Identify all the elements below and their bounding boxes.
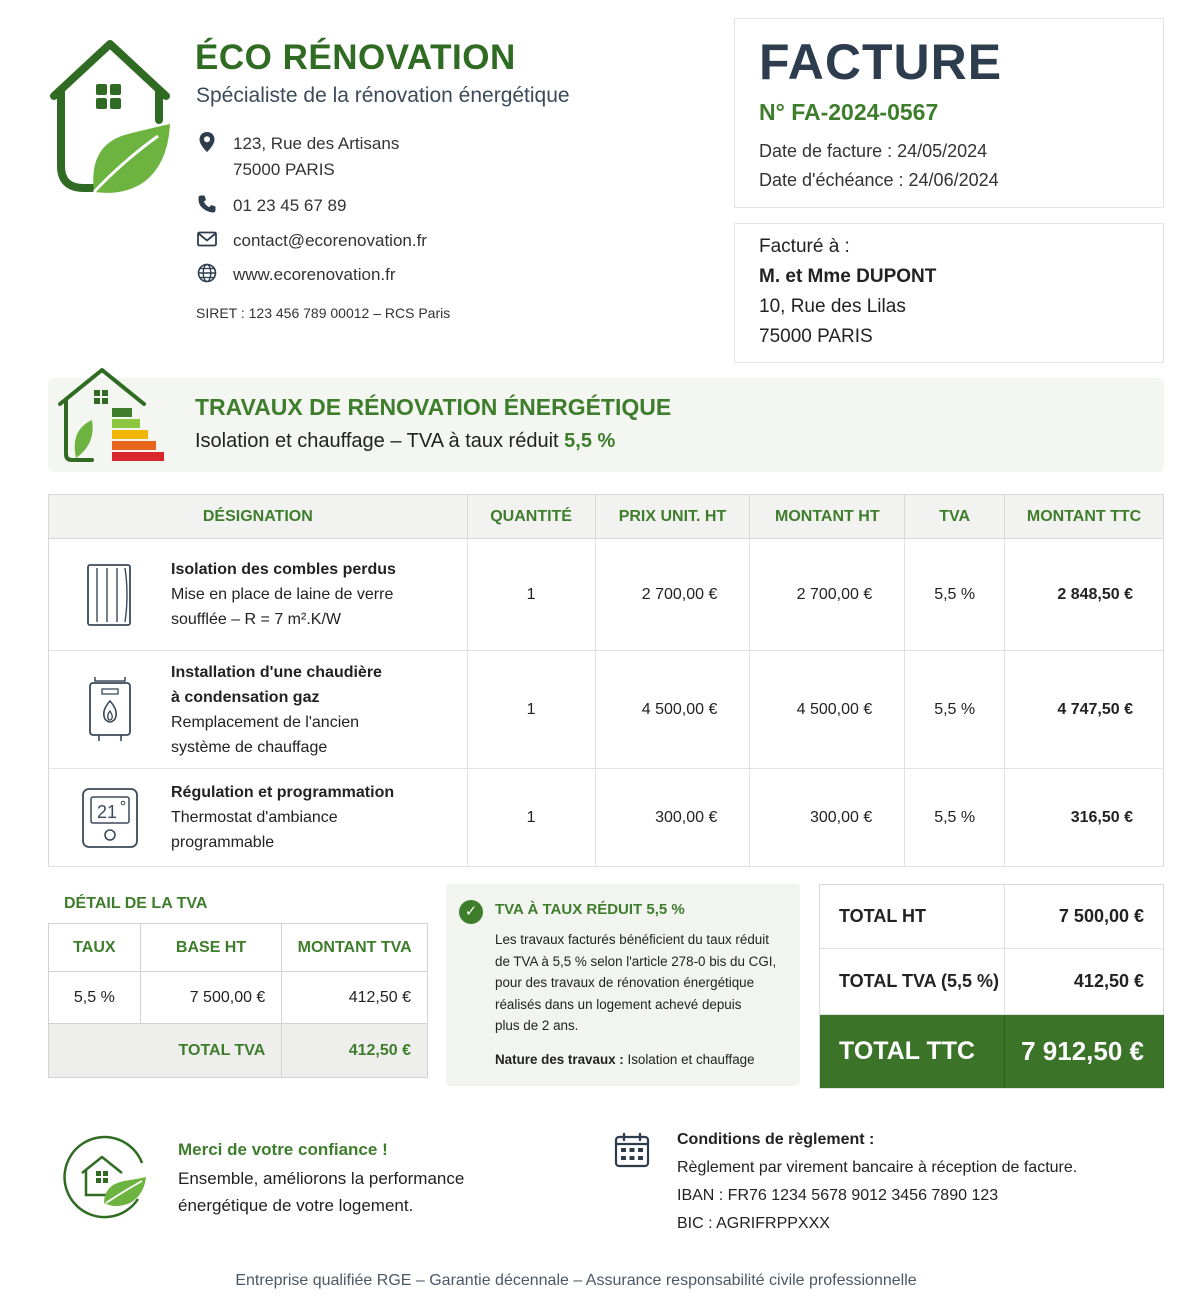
company-email-row — [196, 228, 427, 254]
item-desc-line-1: Mise en place de laine de verre — [171, 586, 394, 603]
header-designation: DÉSIGNATION — [49, 495, 468, 539]
designation-cell — [49, 769, 468, 867]
header-amount-ttc: MONTANT TTC — [1005, 495, 1164, 539]
banner-title: TRAVAUX DE RÉNOVATION ÉNERGÉTIQUE — [195, 394, 672, 420]
company-phone: 01 23 45 67 89 — [233, 196, 347, 215]
item-desc-line-2: soufflée – R = 7 m².K/W — [171, 611, 341, 628]
table-row — [49, 651, 1164, 769]
address-line-1: 123, Rue des Artisans — [233, 134, 400, 153]
payment-title: Conditions de règlement : — [677, 1131, 875, 1148]
company-siret: SIRET : 123 456 789 00012 – RCS Paris — [196, 305, 451, 321]
tva-total-value: 412,50 € — [282, 1024, 428, 1078]
quantity-cell: 1 — [467, 651, 595, 769]
amount-ht-cell: 4 500,00 € — [750, 651, 905, 769]
company-logo-icon — [44, 36, 176, 198]
invoice-number: N° FA-2024-0567 — [759, 99, 939, 125]
phone-icon — [196, 193, 218, 215]
info-title: TVA À TAUX RÉDUIT 5,5 % — [495, 901, 685, 918]
company-website[interactable]: www.ecorenovation.fr — [233, 265, 396, 284]
tva-header-base: BASE HT — [140, 924, 282, 972]
total-ht-row — [820, 885, 1164, 949]
reduced-rate-info-box — [446, 884, 800, 1086]
unit-price-cell: 2 700,00 € — [595, 539, 750, 651]
billed-to-label: Facturé à : — [759, 236, 850, 257]
eco-house-circle-icon — [58, 1133, 152, 1221]
total-ht-label: TOTAL HT — [820, 885, 1005, 949]
address-line-2: 75000 PARIS — [233, 160, 335, 179]
total-ttc-row — [820, 1015, 1164, 1089]
table-row — [49, 769, 1164, 867]
items-header-row — [49, 495, 1164, 539]
unit-price-cell: 300,00 € — [595, 769, 750, 867]
info-nature-value: Isolation et chauffage — [623, 1052, 755, 1067]
tva-header-row — [49, 924, 428, 972]
info-line: pour des travaux de rénovation énergétique — [495, 975, 755, 991]
payment-bic: BIC : AGRIFRPPXXX — [677, 1215, 830, 1232]
amount-ht-cell: 2 700,00 € — [750, 539, 905, 651]
check-circle-icon: ✓ — [459, 900, 483, 924]
footer-note: Entreprise qualifiée RGE – Garantie décennale – Assurance responsabilité civile professionnelle — [235, 1272, 917, 1289]
globe-icon — [196, 262, 218, 284]
tva-cell: 5,5 % — [905, 539, 1005, 651]
banner-subtitle-text: Isolation et chauffage – TVA à taux réduit — [195, 430, 565, 452]
company-tagline: Spécialiste de la rénovation énergétique — [196, 84, 570, 107]
info-line: plus de 2 ans. — [495, 1018, 579, 1034]
item-desc-line-1: Thermostat d'ambiance — [171, 809, 338, 826]
thanks-line-1: Ensemble, améliorons la performance — [178, 1169, 465, 1188]
designation-cell — [49, 651, 468, 769]
tva-base-cell: 7 500,00 € — [140, 972, 282, 1024]
header-tva: TVA — [905, 495, 1005, 539]
tva-total-label: TOTAL TVA — [49, 1024, 282, 1078]
location-pin-icon — [196, 131, 218, 153]
thermostat-display: 21 — [97, 801, 118, 822]
unit-price-cell: 4 500,00 € — [595, 651, 750, 769]
quantity-cell: 1 — [467, 539, 595, 651]
tva-total-row — [49, 1024, 428, 1078]
company-name: ÉCO RÉNOVATION — [195, 38, 516, 77]
amount-ttc-cell: 2 848,50 € — [1005, 539, 1164, 651]
thanks-text — [178, 1165, 498, 1219]
header-amount-ht: MONTANT HT — [750, 495, 905, 539]
item-title-line-2: à condensation gaz — [171, 688, 320, 706]
billed-to-box — [734, 223, 1164, 363]
tva-header-rate: TAUX — [49, 924, 141, 972]
works-banner — [48, 378, 1164, 472]
total-ttc-value: 7 912,50 € — [1005, 1015, 1164, 1089]
tva-detail-title: DÉTAIL DE LA TVA — [64, 895, 208, 912]
total-ht-value: 7 500,00 € — [1005, 885, 1164, 949]
company-website-row — [196, 262, 396, 288]
info-text — [495, 929, 790, 1037]
table-row — [49, 972, 428, 1024]
thanks-title: Merci de votre confiance ! — [178, 1140, 388, 1159]
info-nature — [495, 1052, 755, 1067]
item-desc-line-2: programmable — [171, 834, 275, 851]
info-line: de TVA à 5,5 % selon l'article 278-0 bis du CGI, — [495, 953, 777, 969]
payment-iban: IBAN : FR76 1234 5678 9012 3456 7890 123 — [677, 1187, 999, 1204]
tva-detail-table — [48, 923, 428, 1078]
calendar-icon — [614, 1132, 650, 1168]
amount-ht-cell: 300,00 € — [750, 769, 905, 867]
item-desc-line-1: Remplacement de l'ancien — [171, 713, 360, 731]
info-line: Les travaux facturés bénéficient du taux réduit — [495, 932, 769, 947]
tva-cell: 5,5 % — [905, 769, 1005, 867]
tva-rate-cell: 5,5 % — [49, 972, 141, 1024]
thanks-line-2: énergétique de votre logement. — [178, 1196, 414, 1215]
tva-amount-cell: 412,50 € — [282, 972, 428, 1024]
item-title: Régulation et programmation — [171, 784, 395, 801]
info-line: réalisés dans un logement achevé depuis — [495, 996, 742, 1012]
item-title: Isolation des combles perdus — [171, 561, 396, 578]
amount-ttc-cell: 316,50 € — [1005, 769, 1164, 867]
boiler-icon — [87, 675, 133, 745]
company-email[interactable]: contact@ecorenovation.fr — [233, 231, 427, 250]
invoice-date: Date de facture : 24/05/2024 — [759, 141, 988, 161]
insulation-icon — [85, 562, 135, 628]
table-row — [49, 539, 1164, 651]
designation-cell — [49, 539, 468, 651]
billed-to-address-2: 75000 PARIS — [759, 326, 873, 347]
tva-header-amount: MONTANT TVA — [282, 924, 428, 972]
total-tva-label: TOTAL TVA (5,5 %) — [820, 949, 1005, 1015]
total-tva-row — [820, 949, 1164, 1015]
billed-to-name: M. et Mme DUPONT — [759, 266, 937, 287]
thermostat-icon — [81, 787, 139, 849]
header-unit-price: PRIX UNIT. HT — [595, 495, 750, 539]
banner-subtitle — [195, 430, 615, 453]
banner-rate: 5,5 % — [564, 430, 616, 452]
tva-cell: 5,5 % — [905, 651, 1005, 769]
energy-house-icon — [56, 368, 166, 464]
envelope-icon — [196, 228, 218, 250]
items-table — [48, 494, 1164, 867]
total-tva-value: 412,50 € — [1005, 949, 1164, 1015]
company-address — [196, 131, 399, 183]
info-nature-label: Nature des travaux : — [495, 1052, 624, 1067]
total-ttc-label: TOTAL TTC — [820, 1015, 1005, 1089]
item-desc-line-2: système de chauffage — [171, 738, 328, 756]
totals-table — [819, 884, 1164, 1089]
header-quantity: QUANTITÉ — [467, 495, 595, 539]
company-phone-row — [196, 193, 346, 219]
invoice-title: FACTURE — [759, 34, 1003, 90]
amount-ttc-cell: 4 747,50 € — [1005, 651, 1164, 769]
payment-line: Règlement par virement bancaire à réception de facture. — [677, 1159, 1078, 1176]
quantity-cell: 1 — [467, 769, 595, 867]
item-title-line-1: Installation d'une chaudière — [171, 663, 382, 681]
invoice-due-date: Date d'échéance : 24/06/2024 — [759, 170, 999, 190]
invoice-info-box — [734, 18, 1164, 208]
billed-to-address-1: 10, Rue des Lilas — [759, 296, 906, 317]
